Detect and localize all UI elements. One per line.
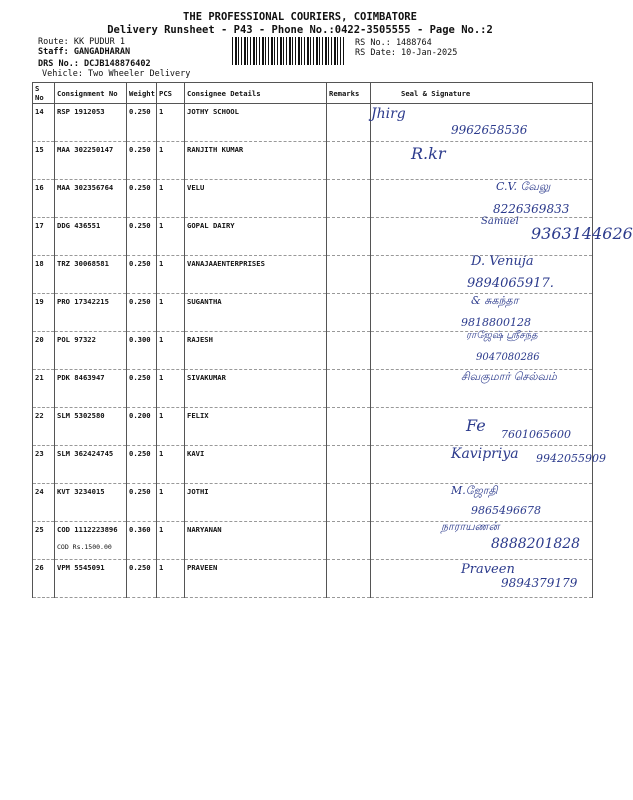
consignment-no-text: RSP 1912053 bbox=[57, 107, 105, 116]
cell-remarks bbox=[327, 446, 371, 484]
consignment-no-text: MAA 302356764 bbox=[57, 183, 114, 192]
pcs-text: 1 bbox=[159, 221, 164, 230]
pcs-text: 1 bbox=[159, 335, 164, 344]
cell-remarks bbox=[327, 294, 371, 332]
signature-phone: 8226369833 bbox=[493, 202, 570, 216]
cell-remarks bbox=[327, 142, 371, 180]
consignment-no-text: VPM 5545091 bbox=[57, 563, 105, 572]
weight-text: 0.250 bbox=[129, 563, 151, 572]
cell-weight bbox=[127, 560, 157, 598]
consignee-text: KAVI bbox=[187, 449, 205, 458]
cell-signature bbox=[371, 294, 593, 332]
signature-phone: 9363144626 bbox=[531, 224, 633, 243]
consignee-text: RAJESH bbox=[187, 335, 213, 344]
consignee-text: FELIX bbox=[187, 411, 209, 420]
cell-consignee bbox=[185, 370, 327, 408]
signature-name: Samuel bbox=[481, 216, 519, 227]
weight-text: 0.300 bbox=[129, 335, 151, 344]
weight-text: 0.250 bbox=[129, 145, 151, 154]
cell-signature bbox=[371, 484, 593, 522]
cell-signature bbox=[371, 180, 593, 218]
table-row bbox=[33, 522, 593, 560]
pcs-text: 1 bbox=[159, 487, 164, 496]
pcs-text: 1 bbox=[159, 259, 164, 268]
cell-consignment-no bbox=[55, 408, 127, 446]
weight-text: 0.250 bbox=[129, 183, 151, 192]
cell-consignment-no bbox=[55, 142, 127, 180]
pcs-text: 1 bbox=[159, 145, 164, 154]
pcs-text: 1 bbox=[159, 107, 164, 116]
rs-date: RS Date: 10-Jan-2025 bbox=[355, 48, 458, 58]
cell-consignee bbox=[185, 142, 327, 180]
cell-weight bbox=[127, 446, 157, 484]
col-pcs: PCS bbox=[157, 83, 185, 104]
cell-pcs bbox=[157, 294, 185, 332]
cell-consignee bbox=[185, 256, 327, 294]
col-remarks: Remarks bbox=[327, 83, 371, 104]
consignee-text: VANAJAAENTERPRISES bbox=[187, 259, 265, 268]
cell-sno bbox=[33, 218, 55, 256]
cell-signature bbox=[371, 216, 633, 256]
cell-signature bbox=[371, 104, 593, 142]
cell-remarks bbox=[327, 560, 371, 598]
col-signature: Seal & Signature bbox=[371, 83, 593, 104]
cell-remarks bbox=[327, 484, 371, 522]
cell-signature bbox=[371, 560, 593, 598]
cell-pcs bbox=[157, 560, 185, 598]
weight-text: 0.250 bbox=[129, 297, 151, 306]
weight-text: 0.250 bbox=[129, 107, 151, 116]
cell-pcs bbox=[157, 256, 185, 294]
company-name: THE PROFESSIONAL COURIERS, COIMBATORE bbox=[183, 11, 417, 23]
cell-sno bbox=[33, 294, 55, 332]
cell-weight bbox=[127, 294, 157, 332]
cell-sno bbox=[33, 446, 55, 484]
sno-text: 16 bbox=[35, 183, 44, 192]
pcs-text: 1 bbox=[159, 563, 164, 572]
route: Route: KK PUDUR 1 bbox=[38, 37, 125, 47]
cell-signature bbox=[371, 408, 593, 446]
table-row bbox=[33, 332, 593, 370]
consignment-no-text: MAA 302250147 bbox=[57, 145, 114, 154]
cell-remarks bbox=[327, 522, 371, 560]
cell-weight bbox=[127, 484, 157, 522]
pcs-text: 1 bbox=[159, 183, 164, 192]
signature-phone: 9865496678 bbox=[471, 504, 541, 517]
cell-weight bbox=[127, 142, 157, 180]
cell-sno bbox=[33, 522, 55, 560]
cell-pcs bbox=[157, 484, 185, 522]
signature-phone: 8888201828 bbox=[491, 536, 581, 552]
consignee-text: SUGANTHA bbox=[187, 297, 222, 306]
pcs-text: 1 bbox=[159, 449, 164, 458]
cell-weight bbox=[127, 256, 157, 294]
cell-remarks bbox=[327, 370, 371, 408]
cell-weight bbox=[127, 104, 157, 142]
cell-weight bbox=[127, 332, 157, 370]
cell-signature bbox=[371, 446, 606, 484]
rs-number: RS No.: 1488764 bbox=[355, 38, 432, 48]
sno-text: 20 bbox=[35, 335, 44, 344]
cell-remarks bbox=[327, 104, 371, 142]
staff: Staff: GANGADHARAN bbox=[38, 47, 131, 57]
table-row bbox=[33, 408, 593, 446]
cell-consignment-no bbox=[55, 256, 127, 294]
cell-consignee bbox=[185, 446, 327, 484]
cell-pcs bbox=[157, 104, 185, 142]
runsheet-subtitle: Delivery Runsheet - P43 - Phone No.:0422-3505555 - Page No.:2 bbox=[107, 24, 493, 36]
cell-consignment-no bbox=[55, 484, 127, 522]
signature-name: ராஜேஷ் ஸ்ரீசந்த bbox=[466, 330, 538, 341]
cell-consignee bbox=[185, 408, 327, 446]
consignment-no-text: TRZ 30068581 bbox=[57, 259, 109, 268]
consignee-text: VELU bbox=[187, 183, 205, 192]
cell-pcs bbox=[157, 446, 185, 484]
signature-name: & சுகந்தா bbox=[471, 294, 519, 307]
vehicle: Vehicle: Two Wheeler Delivery bbox=[42, 69, 191, 79]
cell-consignment-no bbox=[55, 522, 127, 560]
consignment-no-text: COD 1112223896 bbox=[57, 525, 118, 534]
sno-text: 22 bbox=[35, 411, 44, 420]
consignment-no-text: POL 97322 bbox=[57, 335, 96, 344]
table-row bbox=[33, 484, 593, 522]
weight-text: 0.250 bbox=[129, 259, 151, 268]
col-sno: S No bbox=[33, 83, 55, 104]
cell-consignment-no bbox=[55, 218, 127, 256]
cell-consignee bbox=[185, 560, 327, 598]
runsheet-table bbox=[32, 82, 633, 598]
cell-pcs bbox=[157, 180, 185, 218]
cell-consignee bbox=[185, 522, 327, 560]
weight-text: 0.360 bbox=[129, 525, 151, 534]
signature-name: C.V. வேலு bbox=[496, 180, 551, 193]
cell-consignee bbox=[185, 484, 327, 522]
col-consignee: Consignee Details bbox=[185, 83, 327, 104]
consignee-text: GOPAL DAIRY bbox=[187, 221, 235, 230]
cell-weight bbox=[127, 522, 157, 560]
weight-text: 0.250 bbox=[129, 221, 151, 230]
cell-pcs bbox=[157, 370, 185, 408]
cell-weight bbox=[127, 218, 157, 256]
cell-consignee bbox=[185, 332, 327, 370]
drs-number: DRS No.: DCJB148876402 bbox=[38, 59, 151, 69]
cell-sno bbox=[33, 370, 55, 408]
sno-text: 25 bbox=[35, 525, 44, 534]
cell-signature bbox=[371, 332, 593, 370]
cell-signature bbox=[371, 370, 593, 408]
signature-phone: 9942055909 bbox=[536, 452, 606, 465]
cell-sno bbox=[33, 484, 55, 522]
consignee-text: JOTHI bbox=[187, 487, 209, 496]
cell-consignee bbox=[185, 180, 327, 218]
signature-name: நாராயணன் bbox=[441, 520, 500, 533]
cell-pcs bbox=[157, 218, 185, 256]
sno-text: 15 bbox=[35, 145, 44, 154]
consignment-no-text: PRO 17342215 bbox=[57, 297, 109, 306]
sno-text: 26 bbox=[35, 563, 44, 572]
cell-weight bbox=[127, 370, 157, 408]
weight-text: 0.250 bbox=[129, 373, 151, 382]
table-row bbox=[33, 218, 593, 256]
cell-sno bbox=[33, 256, 55, 294]
col-consignment: Consignment No bbox=[55, 83, 127, 104]
cell-sno bbox=[33, 142, 55, 180]
consignee-text: SIVAKUMAR bbox=[187, 373, 226, 382]
sno-text: 18 bbox=[35, 259, 44, 268]
signature-phone: 9818800128 bbox=[461, 316, 531, 329]
cell-weight bbox=[127, 180, 157, 218]
sno-text: 21 bbox=[35, 373, 44, 382]
signature-name: Fe bbox=[466, 416, 486, 435]
consignment-no-text: PDK 8463947 bbox=[57, 373, 105, 382]
cell-consignment-no bbox=[55, 370, 127, 408]
pcs-text: 1 bbox=[159, 411, 164, 420]
cell-consignee bbox=[185, 104, 327, 142]
cell-pcs bbox=[157, 332, 185, 370]
cell-sno bbox=[33, 180, 55, 218]
cell-pcs bbox=[157, 142, 185, 180]
cell-consignee bbox=[185, 294, 327, 332]
cell-consignment-no bbox=[55, 332, 127, 370]
cell-weight bbox=[127, 408, 157, 446]
table-row bbox=[33, 256, 593, 294]
cell-remarks bbox=[327, 332, 371, 370]
cell-consignment-no bbox=[55, 446, 127, 484]
table-row bbox=[33, 180, 593, 218]
weight-text: 0.250 bbox=[129, 449, 151, 458]
cell-consignment-no bbox=[55, 560, 127, 598]
cell-sno bbox=[33, 332, 55, 370]
consignment-no-text: DDG 436551 bbox=[57, 221, 101, 230]
cell-sno bbox=[33, 408, 55, 446]
signature-name: Kavipriya bbox=[451, 446, 519, 462]
consignment-no-text: SLM 5302580 bbox=[57, 411, 105, 420]
table-row bbox=[33, 142, 593, 180]
signature-name: R.kr bbox=[411, 144, 446, 163]
cell-consignment-no bbox=[55, 104, 127, 142]
cell-remarks bbox=[327, 408, 371, 446]
cell-consignee bbox=[185, 218, 327, 256]
consignee-text: JOTHY SCHOOL bbox=[187, 107, 239, 116]
table-row bbox=[33, 560, 593, 598]
pcs-text: 1 bbox=[159, 373, 164, 382]
signature-name: D. Venuja bbox=[471, 254, 534, 269]
consignee-text: NARYANAN bbox=[187, 525, 222, 534]
signature-name: சிவகுமார் செல்வம் bbox=[461, 370, 557, 383]
table-row bbox=[33, 446, 593, 484]
cell-remarks bbox=[327, 218, 371, 256]
cod-amount: COD Rs.1500.00 bbox=[57, 543, 112, 551]
cell-consignment-no bbox=[55, 294, 127, 332]
cell-sno bbox=[33, 104, 55, 142]
table-header-row bbox=[33, 83, 593, 104]
cell-pcs bbox=[157, 408, 185, 446]
cell-remarks bbox=[327, 256, 371, 294]
barcode bbox=[232, 37, 344, 65]
cell-signature bbox=[371, 522, 593, 560]
col-weight: Weight bbox=[127, 83, 157, 104]
table-row bbox=[33, 294, 593, 332]
consignment-no-text: KVT 3234015 bbox=[57, 487, 105, 496]
weight-text: 0.200 bbox=[129, 411, 151, 420]
sno-text: 23 bbox=[35, 449, 44, 458]
signature-name: M.ஜோதி bbox=[451, 484, 498, 497]
signature-phone: 7601065600 bbox=[501, 428, 571, 441]
pcs-text: 1 bbox=[159, 297, 164, 306]
cell-sno bbox=[33, 560, 55, 598]
sno-text: 14 bbox=[35, 107, 44, 116]
cell-pcs bbox=[157, 522, 185, 560]
sno-text: 24 bbox=[35, 487, 44, 496]
signature-name: Jhirg bbox=[371, 106, 406, 122]
consignment-no-text: SLM 362424745 bbox=[57, 449, 114, 458]
weight-text: 0.250 bbox=[129, 487, 151, 496]
signature-phone: 9962658536 bbox=[451, 123, 528, 137]
cell-signature bbox=[371, 142, 593, 180]
signature-phone: 9894065917. bbox=[467, 276, 554, 291]
sno-text: 17 bbox=[35, 221, 44, 230]
signature-name: Praveen bbox=[461, 562, 515, 577]
signature-phone: 9894379179 bbox=[501, 576, 578, 590]
cell-consignment-no bbox=[55, 180, 127, 218]
table-row bbox=[33, 104, 593, 142]
consignee-text: RANJITH KUMAR bbox=[187, 145, 244, 154]
consignee-text: PRAVEEN bbox=[187, 563, 218, 572]
cell-signature bbox=[371, 256, 593, 294]
signature-phone: 9047080286 bbox=[476, 352, 540, 363]
cell-remarks bbox=[327, 180, 371, 218]
pcs-text: 1 bbox=[159, 525, 164, 534]
table-row bbox=[33, 370, 593, 408]
sno-text: 19 bbox=[35, 297, 44, 306]
